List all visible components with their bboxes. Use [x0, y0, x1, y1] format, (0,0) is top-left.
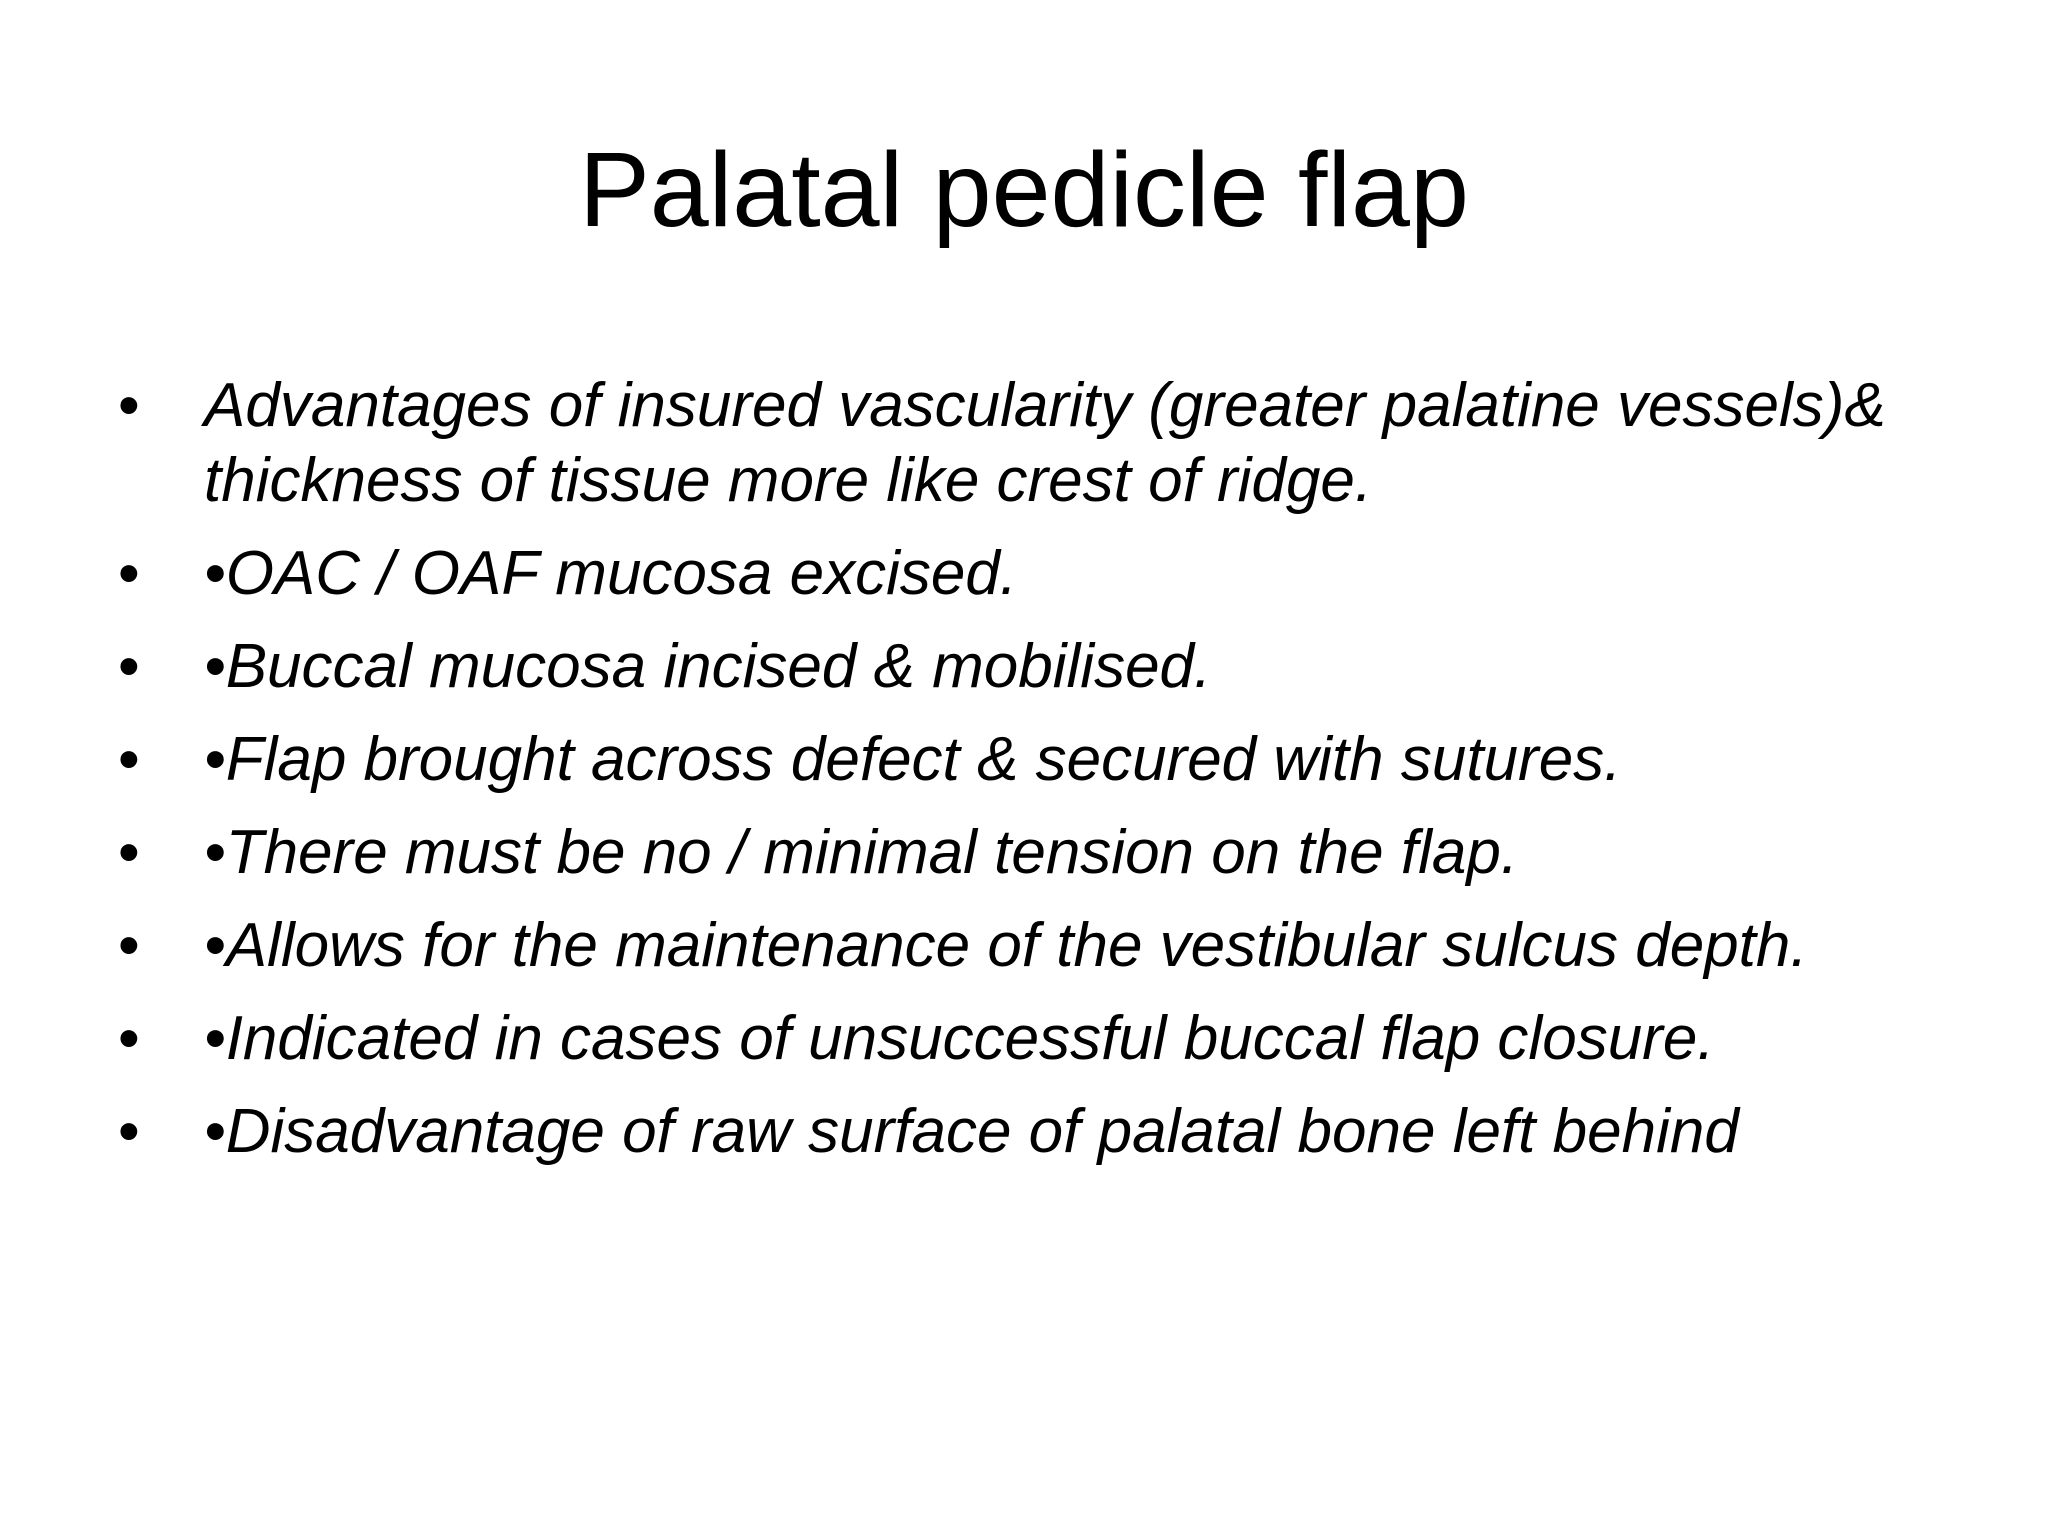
bullet-text: •Indicated in cases of unsuccessful buccal flap closure. — [204, 1004, 1715, 1073]
list-item — [118, 815, 1998, 890]
list-item — [118, 722, 1998, 797]
bullet-icon: • — [118, 911, 140, 980]
list-item — [118, 629, 1998, 704]
bullet-text: •Flap brought across defect & secured with sutures. — [204, 725, 1622, 794]
bullet-icon: • — [118, 371, 140, 440]
bullet-list — [118, 368, 1998, 1187]
bullet-text: Advantages of insured vascularity (greater palatine vessels)& thickness of tissue more like crest of ridge. — [204, 371, 1886, 515]
bullet-icon: • — [118, 539, 140, 608]
list-item — [118, 536, 1998, 611]
bullet-text: •There must be no / minimal tension on the flap. — [204, 818, 1519, 887]
list-item — [118, 908, 1998, 983]
bullet-icon: • — [118, 725, 140, 794]
list-item — [118, 1001, 1998, 1076]
list-item — [118, 368, 1998, 518]
bullet-icon: • — [118, 1097, 140, 1166]
bullet-icon: • — [118, 1004, 140, 1073]
bullet-text: •Allows for the maintenance of the vestibular sulcus depth. — [204, 911, 1808, 980]
list-item — [118, 1094, 1998, 1169]
bullet-text: •Disadvantage of raw surface of palatal bone left behind — [204, 1097, 1739, 1166]
slide-title: Palatal pedicle flap — [579, 131, 1469, 249]
bullet-icon: • — [118, 632, 140, 701]
bullet-text: •Buccal mucosa incised & mobilised. — [204, 632, 1212, 701]
bullet-text: •OAC / OAF mucosa excised. — [204, 539, 1018, 608]
bullet-icon: • — [118, 818, 140, 887]
